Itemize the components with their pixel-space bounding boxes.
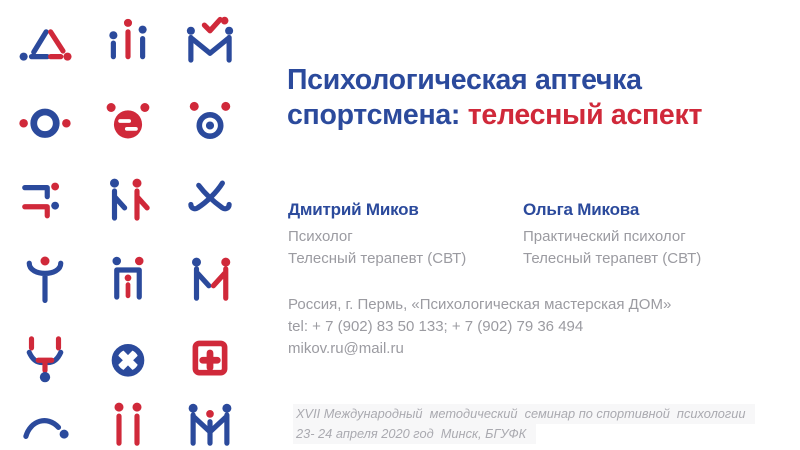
speaker-name: Дмитрий Миков bbox=[288, 200, 419, 219]
family-arch-icon bbox=[101, 252, 155, 306]
contact-location: Россия, г. Пермь, «Психологическая мастерская ДОМ» bbox=[288, 296, 672, 313]
speakers-row bbox=[288, 200, 758, 270]
speaker-name: Ольга Микова bbox=[523, 200, 640, 219]
contact-email: mikov.ru@mail.ru bbox=[288, 340, 404, 357]
pair-m-icon bbox=[183, 252, 237, 306]
soccer-ball-icon bbox=[101, 331, 155, 385]
family-m-icon bbox=[183, 397, 237, 450]
two-walkers-icon bbox=[101, 173, 155, 227]
first-aid-kit-icon bbox=[183, 331, 237, 385]
speaker-role: Телесный терапевт (СВТ) bbox=[288, 250, 467, 267]
footer-line1: XVII Международный методический семинар по спортивной психологии bbox=[293, 404, 755, 424]
psi-person-icon bbox=[18, 252, 72, 306]
handshake-m-check-icon bbox=[183, 15, 237, 69]
contact-phones: tel: + 7 (902) 83 50 133; + 7 (902) 79 36 494 bbox=[288, 318, 584, 335]
footer-note bbox=[293, 404, 755, 444]
ring-side-dots-icon bbox=[18, 94, 72, 148]
corner-lines-icon bbox=[18, 173, 72, 227]
page-title bbox=[287, 63, 702, 133]
face-ears-icon bbox=[101, 94, 155, 148]
speaker-role: Психолог bbox=[288, 228, 353, 245]
title-line1: Психологическая аптечка bbox=[287, 64, 642, 96]
target-ears-icon bbox=[183, 94, 237, 148]
title-accent: телесный аспект bbox=[467, 99, 703, 131]
speaker-role: Практический психолог bbox=[523, 228, 686, 245]
speaker-card-2 bbox=[523, 200, 758, 270]
contact-block bbox=[288, 294, 671, 360]
speaker-card-1 bbox=[288, 200, 523, 270]
arc-bend-icon bbox=[18, 397, 72, 450]
speaker-role: Телесный терапевт (СВТ) bbox=[523, 250, 702, 267]
two-pillars-icon bbox=[101, 397, 155, 450]
crossed-legs-icon bbox=[183, 173, 237, 227]
triangle-figures-icon bbox=[18, 15, 72, 69]
three-bars-icon bbox=[101, 15, 155, 69]
footer-line2: 23- 24 апреля 2020 год Минск, БГУФК bbox=[293, 424, 536, 444]
gymnast-icon bbox=[18, 331, 72, 385]
title-line2: спортсмена: телесный аспект bbox=[287, 99, 703, 131]
icon-grid bbox=[5, 4, 255, 450]
